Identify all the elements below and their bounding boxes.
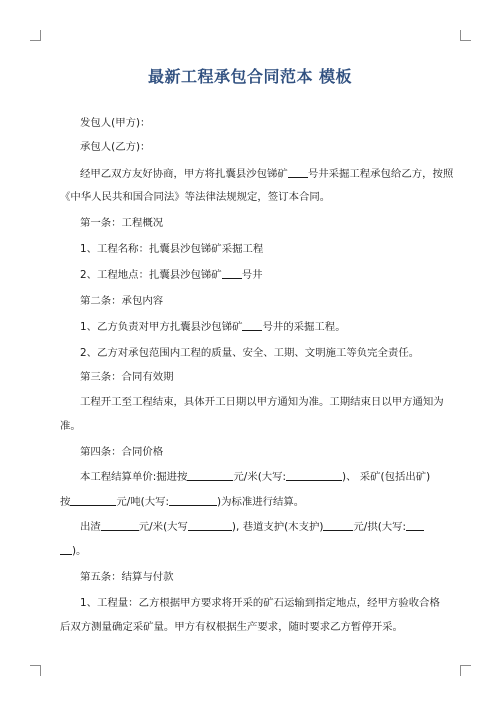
paragraph: 1、工程名称：扎囊县沙包锑矿采掘工程 bbox=[80, 243, 264, 255]
fill-in-blank bbox=[187, 470, 233, 481]
paragraph: 按 元/吨(大写: )为标准进行结算。 bbox=[60, 496, 305, 508]
paragraph: 后双方测量确定采矿量。甲方有权根据生产要求，随时要求乙方暂停开采。 bbox=[60, 621, 403, 633]
paragraph: 2、乙方对承包范围内工程的质量、安全、工期、文明施工等负完全责任。 bbox=[80, 347, 420, 359]
section-heading: 第三条：合同有效期 bbox=[80, 371, 174, 383]
paragraph: )。 bbox=[60, 544, 440, 558]
fill-in-blank bbox=[288, 167, 308, 178]
page-corner-mark bbox=[30, 30, 41, 41]
page-corner-mark bbox=[460, 665, 471, 676]
paragraph: 承包人(乙方)： bbox=[80, 141, 151, 153]
fill-in-blank bbox=[70, 495, 116, 506]
fill-in-blank bbox=[101, 520, 139, 531]
paragraph: 《中华人民共和国合同法》等法律法规规定，签订本合同。 bbox=[60, 191, 331, 203]
fill-in-blank bbox=[169, 495, 217, 506]
fill-in-blank bbox=[286, 470, 342, 481]
fill-in-blank bbox=[188, 520, 232, 531]
fill-in-blank bbox=[323, 520, 353, 531]
paragraph: 出渣 元/米(大写 ), 巷道支护(木支护) 元/拱(大写: bbox=[80, 520, 440, 534]
page-corner-mark bbox=[30, 665, 41, 676]
paragraph: 1、乙方负责对甲方扎囊县沙包锑矿 号井的采掘工程。 bbox=[80, 321, 346, 333]
fill-in-blank bbox=[222, 268, 242, 279]
paragraph: 准。 bbox=[60, 420, 81, 432]
paragraph: 发包人(甲方)： bbox=[80, 117, 151, 129]
section-heading: 第二条：承包内容 bbox=[80, 295, 164, 307]
fill-in-blank bbox=[242, 320, 262, 331]
paragraph: 经甲乙双方友好协商，甲方将扎囊县沙包锑矿 号井采掘工程承包给乙方，按照 bbox=[80, 168, 454, 180]
fill-in-blank bbox=[406, 520, 424, 531]
page-corner-mark bbox=[460, 30, 471, 41]
paragraph: 工程开工至工程结束，具体开工日期以甲方通知为准。工期结束日以甲方通知为 bbox=[80, 396, 444, 408]
fill-in-blank bbox=[60, 544, 72, 555]
document-title: 最新工程承包合同范本 模板 bbox=[147, 67, 353, 86]
paragraph: 本工程结算单价:掘进按 元/米(大写: )、 采矿(包括出矿) bbox=[80, 471, 431, 483]
section-heading: 第四条：合同价格 bbox=[80, 446, 164, 458]
paragraph: 2、工程地点：扎囊县沙包锑矿 号井 bbox=[80, 269, 263, 281]
paragraph: 1、工程量：乙方根据甲方要求将开采的矿石运输到指定地点，经甲方验收合格 bbox=[80, 597, 440, 609]
section-heading: 第五条：结算与付款 bbox=[80, 571, 174, 583]
section-heading: 第一条：工程概况 bbox=[80, 217, 164, 229]
